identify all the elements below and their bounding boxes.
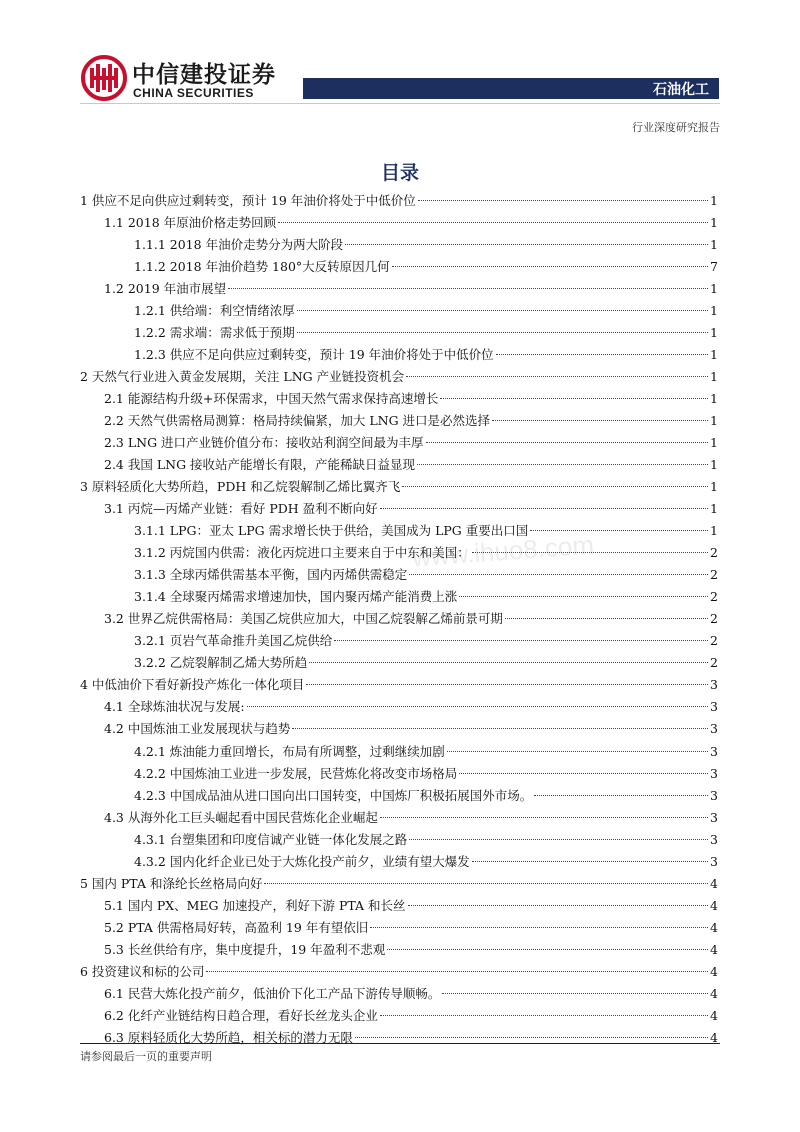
toc-entry-text: 1.2.3 供应不足向供应过剩转变，预计 19 年油价将处于中低价位: [134, 347, 494, 363]
toc-leader-dots: [297, 309, 708, 311]
toc-page-number: 4: [710, 875, 718, 891]
logo-chinese-name: 中信建投证券: [132, 62, 276, 88]
toc-leader-dots: [409, 838, 708, 840]
toc-page-number: 2: [710, 633, 718, 649]
toc-entry-text: 1 供应不足向供应过剩转变，预计 19 年油价将处于中低价位: [80, 193, 416, 208]
toc-page-number: 1: [710, 369, 718, 385]
toc-entry[interactable]: [104, 212, 722, 234]
toc-entry-text: 3.1.1 LPG：亚太 LPG 需求增长快于供给，美国成为 LPG 重要出口国: [134, 523, 529, 539]
toc-entry-text: 1.2.2 需求端：需求低于预期: [134, 325, 295, 341]
toc-entry-text: 3.2.2 乙烷裂解制乙烯大势所趋: [134, 655, 308, 671]
toc-leader-dots: [206, 970, 708, 972]
toc-page-number: 1: [710, 413, 718, 429]
toc-entry-text: 3.1.2 丙烷国内供需：液化丙烷进口主要来自于中东和美国：: [134, 545, 470, 561]
toc-page-number: 3: [710, 853, 718, 869]
toc-leader-dots: [345, 243, 708, 245]
toc-entry-text: 4.3.2 国内化纤企业已处于大炼化投产前夕，业绩有望大爆发: [134, 853, 470, 869]
toc-page-number: 3: [710, 721, 718, 737]
toc-leader-dots: [534, 794, 708, 796]
toc-leader-dots: [496, 353, 708, 355]
toc-page-number: 1: [710, 391, 718, 407]
toc-page-number: 2: [710, 589, 718, 605]
toc-leader-dots: [442, 992, 708, 994]
toc-entry-text: 3.1.4 全球聚丙烯需求增速加快，国内聚丙烯产能消费上涨: [134, 589, 458, 605]
toc-entry[interactable]: [134, 542, 722, 564]
toc-page-number: 1: [710, 501, 718, 517]
toc-entry-text: 1.2.1 供给端：利空情绪浓厚: [134, 303, 295, 319]
toc-entry-text: 6.2 化纤产业链结构日趋合理，看好长丝龙头企业: [104, 1007, 378, 1023]
toc-entry-text: 1.1 2018 年原油价格走势回顾: [104, 215, 277, 231]
toc-entry-text: 2.4 我国 LNG 接收站产能增长有限，产能稀缺日益显现: [104, 457, 416, 473]
toc-entry-text: 6.3 原料轻质化大势所趋，相关标的潜力无限: [104, 1029, 353, 1045]
toc-leader-dots: [408, 904, 708, 906]
footer-divider: [80, 1043, 720, 1044]
toc-page-number: 1: [710, 237, 718, 253]
report-type-label: 行业深度研究报告: [632, 121, 720, 134]
toc-entry[interactable]: [134, 829, 722, 851]
toc-entry[interactable]: [134, 741, 722, 763]
toc-page-number: 3: [710, 809, 718, 825]
toc-leader-dots: [380, 507, 708, 509]
toc-entry-text: 4.1 全球炼油状况与发展:: [104, 699, 245, 715]
toc-leader-dots: [402, 485, 708, 487]
toc-leader-dots: [247, 705, 708, 707]
toc-entry[interactable]: [104, 939, 722, 961]
toc-leader-dots: [459, 595, 708, 597]
toc-leader-dots: [459, 772, 708, 774]
toc-entry[interactable]: [104, 278, 722, 300]
toc-page-number: 1: [710, 215, 718, 231]
toc-leader-dots: [440, 397, 708, 399]
toc-entry[interactable]: [104, 696, 722, 718]
toc-leader-dots: [505, 617, 708, 619]
toc-entry-text: 2.2 天然气供需格局测算：格局持续偏紧，加大 LNG 进口是必然选择: [104, 413, 491, 429]
toc-entry-text: 5.1 国内 PX、MEG 加速投产，利好下游 PTA 和长丝: [104, 897, 406, 913]
toc-entry-text: 1.1.2 2018 年油价趋势 180°大反转原因几何: [134, 259, 390, 275]
toc-entry[interactable]: [104, 1027, 722, 1049]
toc-entry[interactable]: [134, 344, 722, 366]
toc-page-number: 1: [710, 457, 718, 473]
logo-english-name: CHINA SECURITIES: [133, 86, 254, 100]
toc-leader-dots: [292, 727, 708, 729]
toc-page-number: 2: [710, 655, 718, 671]
toc-leader-dots: [380, 816, 708, 818]
toc-page-number: 1: [710, 523, 718, 539]
toc-entry-text: 4 中低油价下看好新投产炼化一体化项目: [80, 677, 305, 693]
industry-label: 石油化工: [653, 82, 709, 98]
watermark-text: www.ihuo8.com: [411, 529, 595, 573]
toc-entry-text: 5 国内 PTA 和涤纶长丝格局向好: [80, 875, 263, 891]
toc-leader-dots: [447, 750, 708, 752]
toc-leader-dots: [370, 926, 708, 928]
toc-page-number: 2: [710, 567, 718, 583]
toc-entry[interactable]: [80, 476, 722, 498]
toc-leader-dots: [334, 639, 708, 641]
toc-page-number: 3: [710, 677, 718, 693]
toc-leader-dots: [228, 287, 708, 289]
toc-entry[interactable]: [134, 630, 722, 652]
toc-entry[interactable]: [104, 498, 722, 520]
toc-page-number: 1: [710, 281, 718, 297]
toc-page-number: 2: [710, 545, 718, 561]
toc-entry-text: 1.1.1 2018 年油价走势分为两大阶段: [134, 237, 344, 253]
toc-leader-dots: [297, 331, 708, 333]
toc-leader-dots: [409, 573, 708, 575]
toc-leader-dots: [417, 463, 708, 465]
toc-leader-dots: [355, 1036, 708, 1038]
toc-page-number: 4: [710, 1029, 718, 1045]
toc-entry-text: 6.1 民营大炼化投产前夕，低油价下化工产品下游传导顺畅。: [104, 985, 441, 1001]
toc-entry-text: 4.3.1 台塑集团和印度信诚产业链一体化发展之路: [134, 831, 408, 847]
toc-page-number: 3: [710, 743, 718, 759]
toc-leader-dots: [306, 683, 708, 685]
toc-entry[interactable]: [80, 190, 722, 212]
toc-page-number: 1: [710, 193, 718, 208]
toc-entry-text: 5.2 PTA 供需格局好转，高盈利 19 年有望依旧: [104, 919, 369, 935]
toc-entry[interactable]: [134, 322, 722, 344]
toc-entry[interactable]: [134, 763, 722, 785]
toc-leader-dots: [264, 882, 708, 884]
toc-leader-dots: [426, 441, 708, 443]
toc-entry[interactable]: [104, 983, 722, 1005]
toc-leader-dots: [380, 1014, 708, 1016]
toc-page-number: 4: [710, 963, 718, 979]
toc-entry-text: 2.3 LNG 进口产业链价值分布：接收站利润空间最为丰厚: [104, 435, 424, 451]
toc-page-number: 3: [710, 787, 718, 803]
toc-entry-text: 3.1 丙烷—丙烯产业链：看好 PDH 盈利不断向好: [104, 501, 378, 517]
toc-page-number: 4: [710, 897, 718, 913]
toc-leader-dots: [530, 529, 708, 531]
toc-entry[interactable]: [104, 454, 722, 476]
toc-entry-text: 6 投资建议和标的公司: [80, 963, 205, 979]
toc-entry[interactable]: [104, 608, 722, 630]
toc-entry[interactable]: [134, 785, 722, 807]
toc-entry-text: 4.3 从海外化工巨头崛起看中国民营炼化企业崛起: [104, 809, 378, 825]
toc-page-number: 4: [710, 941, 718, 957]
toc-entry-text: 1.2 2019 年油市展望: [104, 281, 227, 297]
toc-entry[interactable]: [104, 388, 722, 410]
toc-entry-text: 3.2.1 页岩气革命推升美国乙烷供给: [134, 633, 333, 649]
toc-page-number: 3: [710, 765, 718, 781]
toc-entry[interactable]: [134, 564, 722, 586]
header-divider: [80, 103, 720, 104]
toc-entry-text: 3 原料轻质化大势所趋，PDH 和乙烷裂解制乙烯比翼齐飞: [80, 479, 401, 495]
toc-entry[interactable]: [104, 1005, 722, 1027]
toc-page-number: 1: [710, 479, 718, 495]
toc-entry[interactable]: [104, 917, 722, 939]
toc-entry-text: 4.2 中国炼油工业发展现状与趋势: [104, 721, 291, 737]
toc-entry[interactable]: [80, 873, 722, 895]
toc-leader-dots: [392, 265, 708, 267]
toc-title: 目录: [380, 162, 419, 184]
toc-leader-dots: [387, 948, 708, 950]
toc-entry-text: 4.2.1 炼油能力重回增长，布局有所调整，过剩继续加剧: [134, 743, 445, 759]
company-logo: [80, 54, 276, 104]
toc-entry-text: 4.2.2 中国炼油工业进一步发展，民营炼化将改变市场格局: [134, 765, 458, 781]
toc-page-number: 4: [710, 1007, 718, 1023]
toc-page-number: 7: [710, 259, 718, 275]
toc-leader-dots: [278, 221, 708, 223]
toc-entry[interactable]: [80, 366, 722, 388]
toc-entry-text: 2 天然气行业进入黄金发展期，关注 LNG 产业链投资机会: [80, 369, 405, 385]
toc-entry[interactable]: [104, 718, 722, 740]
toc-leader-dots: [309, 661, 708, 663]
toc-entry[interactable]: [104, 432, 722, 454]
toc-entry[interactable]: [134, 586, 722, 608]
toc-page-number: 4: [710, 919, 718, 935]
citic-logo-icon: [80, 54, 128, 102]
toc-page-number: 1: [710, 435, 718, 451]
toc-entry[interactable]: [134, 851, 722, 873]
toc-entry[interactable]: [134, 520, 722, 542]
toc-entry[interactable]: [104, 807, 722, 829]
footer-disclaimer: 请参阅最后一页的重要声明: [80, 1050, 212, 1063]
toc-page-number: 3: [710, 699, 718, 715]
page-header: [0, 0, 800, 110]
toc-entry[interactable]: [104, 410, 722, 432]
toc-entry-text: 4.2.3 中国成品油从进口国向出口国转变，中国炼厂积极拓展国外市场。: [134, 787, 533, 803]
toc-entry[interactable]: [80, 961, 722, 983]
toc-entry-text: 5.3 长丝供给有序，集中度提升，19 年盈利不悲观: [104, 941, 386, 957]
toc-leader-dots: [472, 551, 708, 553]
toc-page-number: 1: [710, 347, 718, 363]
toc-page-number: 4: [710, 985, 718, 1001]
toc-leader-dots: [406, 375, 708, 377]
toc-entry-text: 2.1 能源结构升级+环保需求，中国天然气需求保持高速增长: [104, 391, 439, 407]
toc-page-number: 2: [710, 611, 718, 627]
toc-entry[interactable]: [104, 895, 722, 917]
toc-entry-text: 3.1.3 全球丙烯供需基本平衡，国内丙烯供需稳定: [134, 567, 408, 583]
toc-entry-text: 3.2 世界乙烷供需格局：美国乙烷供应加大，中国乙烷裂解乙烯前景可期: [104, 611, 503, 627]
toc-entry[interactable]: [134, 256, 722, 278]
toc-page-number: 1: [710, 325, 718, 341]
toc-entry[interactable]: [134, 300, 722, 322]
toc-leader-dots: [418, 199, 708, 201]
toc-entry[interactable]: [80, 674, 722, 696]
toc-page-number: 3: [710, 831, 718, 847]
toc-page-number: 1: [710, 303, 718, 319]
toc-entry[interactable]: [134, 652, 722, 674]
toc-leader-dots: [472, 860, 708, 862]
industry-banner: [303, 78, 719, 99]
toc-entry[interactable]: [134, 234, 722, 256]
toc-leader-dots: [492, 419, 708, 421]
